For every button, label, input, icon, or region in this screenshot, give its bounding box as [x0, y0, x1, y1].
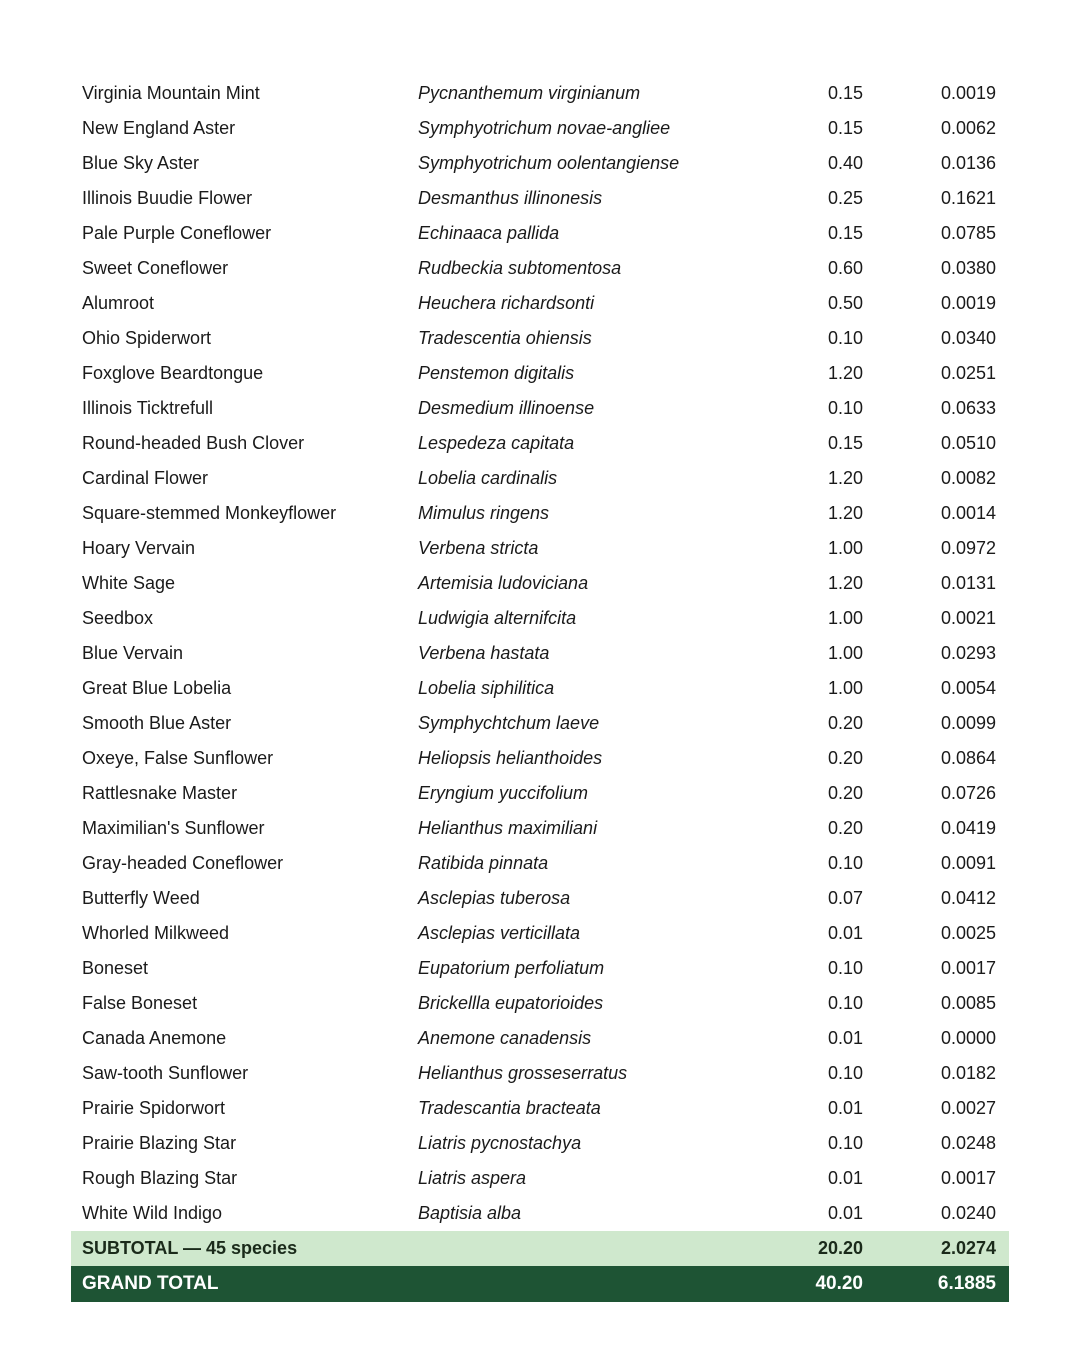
value-col3-cell: 1.20 — [827, 363, 863, 383]
value-col4-cell: 0.0027 — [940, 1098, 996, 1118]
scientific-name-cell: Lobelia siphilitica — [418, 678, 555, 698]
common-name-cell: White Wild Indigo — [82, 1203, 223, 1223]
table-row — [71, 356, 1009, 391]
table-row — [71, 1091, 1009, 1126]
value-col3-cell: 0.10 — [827, 1063, 863, 1083]
scientific-name-cell: Lespedeza capitata — [418, 433, 575, 453]
value-col4-cell: 0.0293 — [940, 643, 996, 663]
table-row — [71, 461, 1009, 496]
table-row — [71, 601, 1009, 636]
table-row — [71, 216, 1009, 251]
common-name-cell: Illinois Ticktrefull — [82, 398, 214, 418]
value-col3-cell: 0.15 — [827, 83, 863, 103]
table-row — [71, 1161, 1009, 1196]
table-row — [71, 111, 1009, 146]
common-name-cell: Illinois Buudie Flower — [82, 188, 253, 208]
common-name-cell: Foxglove Beardtongue — [82, 363, 264, 383]
common-name-cell: Alumroot — [82, 293, 155, 313]
value-col3-cell: 1.20 — [827, 573, 863, 593]
value-col3-cell: 0.01 — [827, 1168, 863, 1188]
value-col3-cell: 0.20 — [827, 748, 863, 768]
value-col4-cell: 0.0340 — [940, 328, 996, 348]
value-col3-cell: 1.00 — [827, 678, 863, 698]
value-col3-cell: 0.10 — [827, 958, 863, 978]
value-col4-cell: 0.0864 — [940, 748, 996, 768]
value-col4-cell: 0.0054 — [940, 678, 996, 698]
value-col4-cell: 0.0082 — [940, 468, 996, 488]
value-col4-cell: 0.0091 — [940, 853, 996, 873]
value-col4-cell: 0.0510 — [940, 433, 996, 453]
value-col4-cell: 0.0019 — [940, 293, 996, 313]
scientific-name-cell: Mimulus ringens — [418, 503, 550, 523]
table-row — [71, 776, 1009, 811]
scientific-name-cell: Heliopsis helianthoides — [418, 748, 603, 768]
value-col4-cell: 0.0136 — [940, 153, 996, 173]
value-col4-cell: 0.0412 — [940, 888, 996, 908]
scientific-name-cell: Tradescentia ohiensis — [418, 328, 592, 348]
value-col4-cell: 0.0251 — [940, 363, 996, 383]
value-col4-cell: 0.0025 — [940, 923, 996, 943]
table-row — [71, 1056, 1009, 1091]
value-col4-cell: 0.0972 — [940, 538, 996, 558]
table-row — [71, 741, 1009, 776]
value-col4-cell: 0.0633 — [940, 398, 996, 418]
value-col3-cell: 0.10 — [827, 1133, 863, 1153]
value-col3-cell: 0.10 — [827, 993, 863, 1013]
table-row — [71, 566, 1009, 601]
scientific-name-cell: Eupatorium perfoliatum — [418, 958, 605, 978]
value-col4-cell: 0.0000 — [940, 1028, 996, 1048]
table-row — [71, 1021, 1009, 1056]
scientific-name-cell: Desmanthus illinonesis — [418, 188, 603, 208]
table-row — [71, 181, 1009, 216]
value-col3-cell: 0.20 — [827, 818, 863, 838]
species-table — [71, 76, 1009, 1302]
value-col3-cell: 0.10 — [827, 398, 863, 418]
value-col3-cell: 0.01 — [827, 923, 863, 943]
value-col3-cell: 0.15 — [827, 223, 863, 243]
value-col4-cell: 0.0182 — [940, 1063, 996, 1083]
value-col4-cell: 0.0014 — [940, 503, 996, 523]
scientific-name-cell: Helianthus maximiliani — [418, 818, 598, 838]
scientific-name-cell: Verbena stricta — [418, 538, 539, 558]
value-col3-cell: 0.15 — [827, 118, 863, 138]
scientific-name-cell: Symphyotrichum novae-angliee — [418, 118, 671, 138]
common-name-cell: Hoary Vervain — [82, 538, 196, 558]
scientific-name-cell: Artemisia ludoviciana — [418, 573, 589, 593]
table-row — [71, 251, 1009, 286]
value-col3-cell: 1.00 — [827, 643, 863, 663]
scientific-name-cell: Brickellla eupatorioides — [418, 993, 604, 1013]
common-name-cell: Cardinal Flower — [82, 468, 209, 488]
subtotal-row — [71, 1231, 1009, 1266]
value-col4-cell: 0.0017 — [940, 1168, 996, 1188]
common-name-cell: White Sage — [82, 573, 176, 593]
value-col3-cell: 0.15 — [827, 433, 863, 453]
grand-total-col4: 6.1885 — [891, 1266, 1009, 1302]
value-col4-cell: 0.0380 — [940, 258, 996, 278]
common-name-cell: Sweet Coneflower — [82, 258, 229, 278]
table-row — [71, 951, 1009, 986]
grand-total-label: GRAND TOTAL — [71, 1266, 779, 1302]
table-row — [71, 881, 1009, 916]
common-name-cell: Ohio Spiderwort — [82, 328, 212, 348]
table-row — [71, 1196, 1009, 1231]
value-col4-cell: 0.0726 — [940, 783, 996, 803]
scientific-name-cell: Eryngium yuccifolium — [418, 783, 589, 803]
value-col4-cell: 0.0019 — [940, 83, 996, 103]
scientific-name-cell: Asclepias verticillata — [418, 923, 581, 943]
value-col3-cell: 1.00 — [827, 538, 863, 558]
common-name-cell: Saw-tooth Sunflower — [82, 1063, 249, 1083]
value-col3-cell: 0.01 — [827, 1098, 863, 1118]
common-name-cell: New England Aster — [82, 118, 236, 138]
common-name-cell: Round-headed Bush Clover — [82, 433, 305, 453]
common-name-cell: Great Blue Lobelia — [82, 678, 232, 698]
table-row — [71, 986, 1009, 1021]
subtotal-col3: 20.20 — [779, 1231, 891, 1266]
grand-total-row — [71, 1266, 1009, 1302]
scientific-name-cell: Baptisia alba — [418, 1203, 522, 1223]
common-name-cell: Virginia Mountain Mint — [82, 83, 260, 103]
table-row — [71, 496, 1009, 531]
common-name-cell: False Boneset — [82, 993, 198, 1013]
value-col4-cell: 0.0131 — [940, 573, 996, 593]
value-col4-cell: 0.0085 — [940, 993, 996, 1013]
scientific-name-cell: Lobelia cardinalis — [418, 468, 558, 488]
scientific-name-cell: Helianthus grosseserratus — [418, 1063, 628, 1083]
common-name-cell: Smooth Blue Aster — [82, 713, 232, 733]
common-name-cell: Prairie Spidorwort — [82, 1098, 226, 1118]
common-name-cell: Blue Vervain — [82, 643, 184, 663]
value-col3-cell: 0.25 — [827, 188, 863, 208]
value-col3-cell: 0.60 — [827, 258, 863, 278]
value-col3-cell: 0.01 — [827, 1203, 863, 1223]
table-row — [71, 286, 1009, 321]
scientific-name-cell: Ludwigia alternifcita — [418, 608, 577, 628]
scientific-name-cell: Verbena hastata — [418, 643, 550, 663]
table-row — [71, 146, 1009, 181]
value-col4-cell: 0.0785 — [940, 223, 996, 243]
scientific-name-cell: Pycnanthemum virginianum — [418, 83, 641, 103]
scientific-name-cell: Rudbeckia subtomentosa — [418, 258, 622, 278]
common-name-cell: Gray-headed Coneflower — [82, 853, 284, 873]
value-col3-cell: 0.07 — [827, 888, 863, 908]
value-col4-cell: 0.0062 — [940, 118, 996, 138]
common-name-cell: Whorled Milkweed — [82, 923, 230, 943]
common-name-cell: Prairie Blazing Star — [82, 1133, 237, 1153]
value-col4-cell: 0.0017 — [940, 958, 996, 978]
table-row — [71, 671, 1009, 706]
value-col4-cell: 0.0099 — [940, 713, 996, 733]
table-row — [71, 531, 1009, 566]
value-col4-cell: 0.1621 — [940, 188, 996, 208]
scientific-name-cell: Penstemon digitalis — [418, 363, 575, 383]
table-row — [71, 916, 1009, 951]
table-row — [71, 846, 1009, 881]
value-col3-cell: 0.40 — [827, 153, 863, 173]
value-col4-cell: 0.0021 — [940, 608, 996, 628]
grand-total-col3: 40.20 — [779, 1266, 891, 1302]
scientific-name-cell: Symphyotrichum oolentangiense — [418, 153, 680, 173]
scientific-name-cell: Desmedium illinoense — [418, 398, 595, 418]
value-col3-cell: 1.20 — [827, 503, 863, 523]
common-name-cell: Oxeye, False Sunflower — [82, 748, 274, 768]
common-name-cell: Rough Blazing Star — [82, 1168, 238, 1188]
value-col3-cell: 0.01 — [827, 1028, 863, 1048]
value-col3-cell: 0.20 — [827, 713, 863, 733]
value-col3-cell: 1.00 — [827, 608, 863, 628]
value-col4-cell: 0.0419 — [940, 818, 996, 838]
table-row — [71, 426, 1009, 461]
value-col3-cell: 0.10 — [827, 328, 863, 348]
common-name-cell: Rattlesnake Master — [82, 783, 238, 803]
scientific-name-cell: Liatris aspera — [418, 1168, 527, 1188]
common-name-cell: Seedbox — [82, 608, 154, 628]
table-row — [71, 391, 1009, 426]
value-col3-cell: 0.50 — [827, 293, 863, 313]
table-row — [71, 811, 1009, 846]
scientific-name-cell: Liatris pycnostachya — [418, 1133, 582, 1153]
value-col3-cell: 1.20 — [827, 468, 863, 488]
table-row — [71, 1126, 1009, 1161]
table-row — [71, 76, 1009, 111]
table-row — [71, 706, 1009, 741]
value-col4-cell: 0.0248 — [940, 1133, 996, 1153]
scientific-name-cell: Anemone canadensis — [418, 1028, 592, 1048]
scientific-name-cell: Echinaaca pallida — [418, 223, 560, 243]
value-col3-cell: 0.20 — [827, 783, 863, 803]
common-name-cell: Butterfly Weed — [82, 888, 200, 908]
subtotal-col4: 2.0274 — [891, 1231, 1009, 1266]
scientific-name-cell: Ratibida pinnata — [418, 853, 549, 873]
common-name-cell: Square-stemmed Monkeyflower — [82, 503, 337, 523]
common-name-cell: Maximilian's Sunflower — [82, 818, 265, 838]
table-row — [71, 636, 1009, 671]
common-name-cell: Pale Purple Coneflower — [82, 223, 272, 243]
common-name-cell: Canada Anemone — [82, 1028, 227, 1048]
scientific-name-cell: Heuchera richardsonti — [418, 293, 595, 313]
species-rows — [71, 76, 1009, 1231]
common-name-cell: Blue Sky Aster — [82, 153, 200, 173]
subtotal-label: SUBTOTAL — 45 species — [71, 1231, 779, 1266]
scientific-name-cell: Asclepias tuberosa — [418, 888, 571, 908]
scientific-name-cell: Tradescantia bracteata — [418, 1098, 601, 1118]
common-name-cell: Boneset — [82, 958, 149, 978]
table-row — [71, 321, 1009, 356]
value-col3-cell: 0.10 — [827, 853, 863, 873]
value-col4-cell: 0.0240 — [940, 1203, 996, 1223]
scientific-name-cell: Symphychtchum laeve — [418, 713, 600, 733]
